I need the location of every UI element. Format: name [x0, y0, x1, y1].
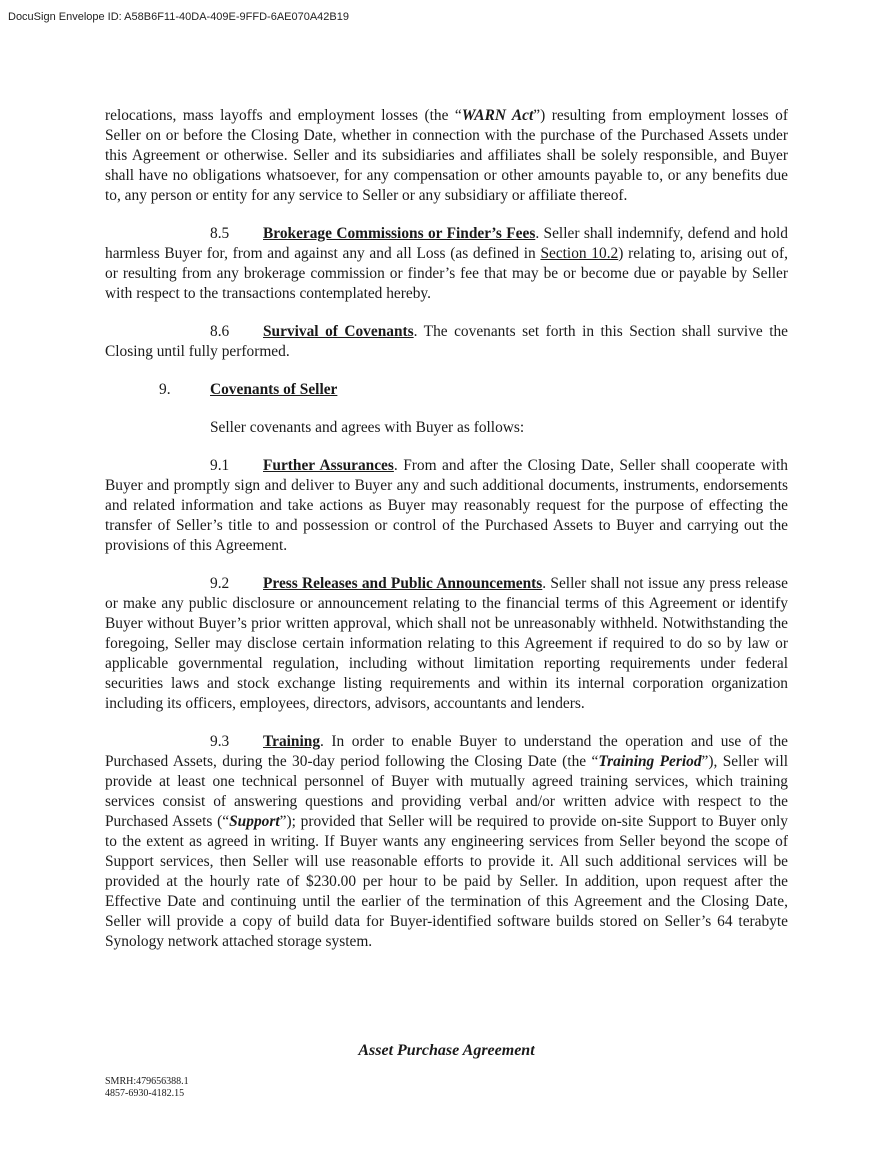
document-body	[105, 106, 788, 970]
text: . The covenants set forth in this Section shall survive the Closing until fully performed.	[105, 323, 789, 360]
section-reference-link[interactable]: Section 10.2	[540, 245, 619, 262]
text: . From and after the Closing Date, Seller shall cooperate with Buyer and promptly sign and deliver to Buyer any and such additional documents, instruments, endorsements and related information and take actions as Buyer may reasonably request for the purpose of effecting the transfer of Seller’s title to and possession or control of the Purchased Assets to Buyer and carrying out the provisions of this Agreement.	[105, 457, 789, 554]
section-number: 8.6	[210, 323, 230, 340]
defined-term-support: Support	[229, 813, 280, 830]
section-9-heading	[105, 380, 788, 400]
defined-term-training-period: Training Period	[598, 753, 702, 770]
section-heading: Survival of Covenants	[263, 323, 414, 340]
section-heading: Covenants of Seller	[210, 381, 338, 398]
text: relocations, mass layoffs and employment losses (the “	[105, 107, 462, 124]
section-9-intro: Seller covenants and agrees with Buyer as follows:	[210, 419, 525, 436]
docusign-envelope-id: DocuSign Envelope ID: A58B6F11-40DA-409E-9FFD-6AE070A42B19	[8, 11, 349, 23]
text: . Seller shall indemnify, defend and hold harmless Buyer for, from and against any and all Loss (as defined in	[105, 225, 789, 262]
section-heading: Further Assurances	[263, 457, 394, 474]
text: ”) resulting from employment losses of Seller on or before the Closing Date, whether in connection with the purchase of the Purchased Assets under this Agreement or otherwise. Seller and its subsidiaries and affiliates shall be solely responsible, and Buyer shall have no obligations whatsoever, for any compensation or other amounts payable to, or any benefits due to, any person or entity for any service to Seller or any subsidiary or affiliate thereof.	[105, 107, 788, 204]
section-9-3	[105, 732, 788, 952]
section-number: 8.5	[210, 225, 230, 242]
section-number: 9.3	[210, 733, 230, 750]
text: . Seller shall not issue any press release or make any public disclosure or announcement relating to the financial terms of this Agreement or identify Buyer without Buyer’s prior written approval, which shall not be unreasonably withheld. Notwithstanding the foregoing, Seller may disclose certain information relating to this Agreement if required to do so by law or applicable governmental regulation, including without limitation reporting requirements under federal securities laws and stock exchange listing requirements and within its internal corporation organization including its officers, employees, directors, advisors, accountants and lenders.	[105, 575, 788, 712]
defined-term-warn-act: WARN Act	[461, 107, 534, 124]
text: ”), Seller will provide at least one technical personnel of Buyer with mutually agreed training services, which training services consist of answering questions and providing verbal and/or written advice with respect to the Purchased Assets (“	[105, 753, 788, 830]
section-number: 9.	[159, 381, 171, 398]
section-9-2	[105, 574, 788, 714]
document-id-1: SMRH:479656388.1	[105, 1076, 189, 1087]
section-heading: Training	[263, 733, 321, 750]
section-9-1	[105, 456, 788, 556]
section-8-5	[105, 224, 788, 304]
text: ”); provided that Seller will be required to provide on-site Support to Buyer only to the extent as agreed in writing. If Buyer wants any engineering services from Seller beyond the scope of Support services, then Seller will use reasonable efforts to provide it. All such additional services will be provided at the hourly rate of $230.00 per hour to be paid by Seller. In addition, upon request after the Effective Date and continuing until the earlier of the termination of this Agreement and the Closing Date, Seller will provide a copy of build data for Buyer-identified software builds stored on Seller’s 64 terabyte Synology network attached storage system.	[105, 813, 788, 950]
footer-document-ids	[105, 1076, 189, 1100]
paragraph-warn-act	[105, 106, 788, 206]
text: ) relating to, arising out of, or resulting from any brokerage commission or finder’s fee that may be or become due or payable by Seller with respect to the transactions contemplated hereby.	[105, 245, 788, 302]
footer-document-title: Asset Purchase Agreement	[358, 1042, 535, 1059]
section-heading: Press Releases and Public Announcements	[263, 575, 543, 592]
text: . In order to enable Buyer to understand the operation and use of the Purchased Assets, during the 30-day period following the Closing Date (the “	[105, 733, 788, 770]
section-8-6	[105, 322, 788, 362]
section-heading: Brokerage Commissions or Finder’s Fees	[263, 225, 536, 242]
section-number: 9.1	[210, 457, 230, 474]
document-id-2: 4857-6930-4182.15	[105, 1088, 185, 1099]
section-number: 9.2	[210, 575, 230, 592]
